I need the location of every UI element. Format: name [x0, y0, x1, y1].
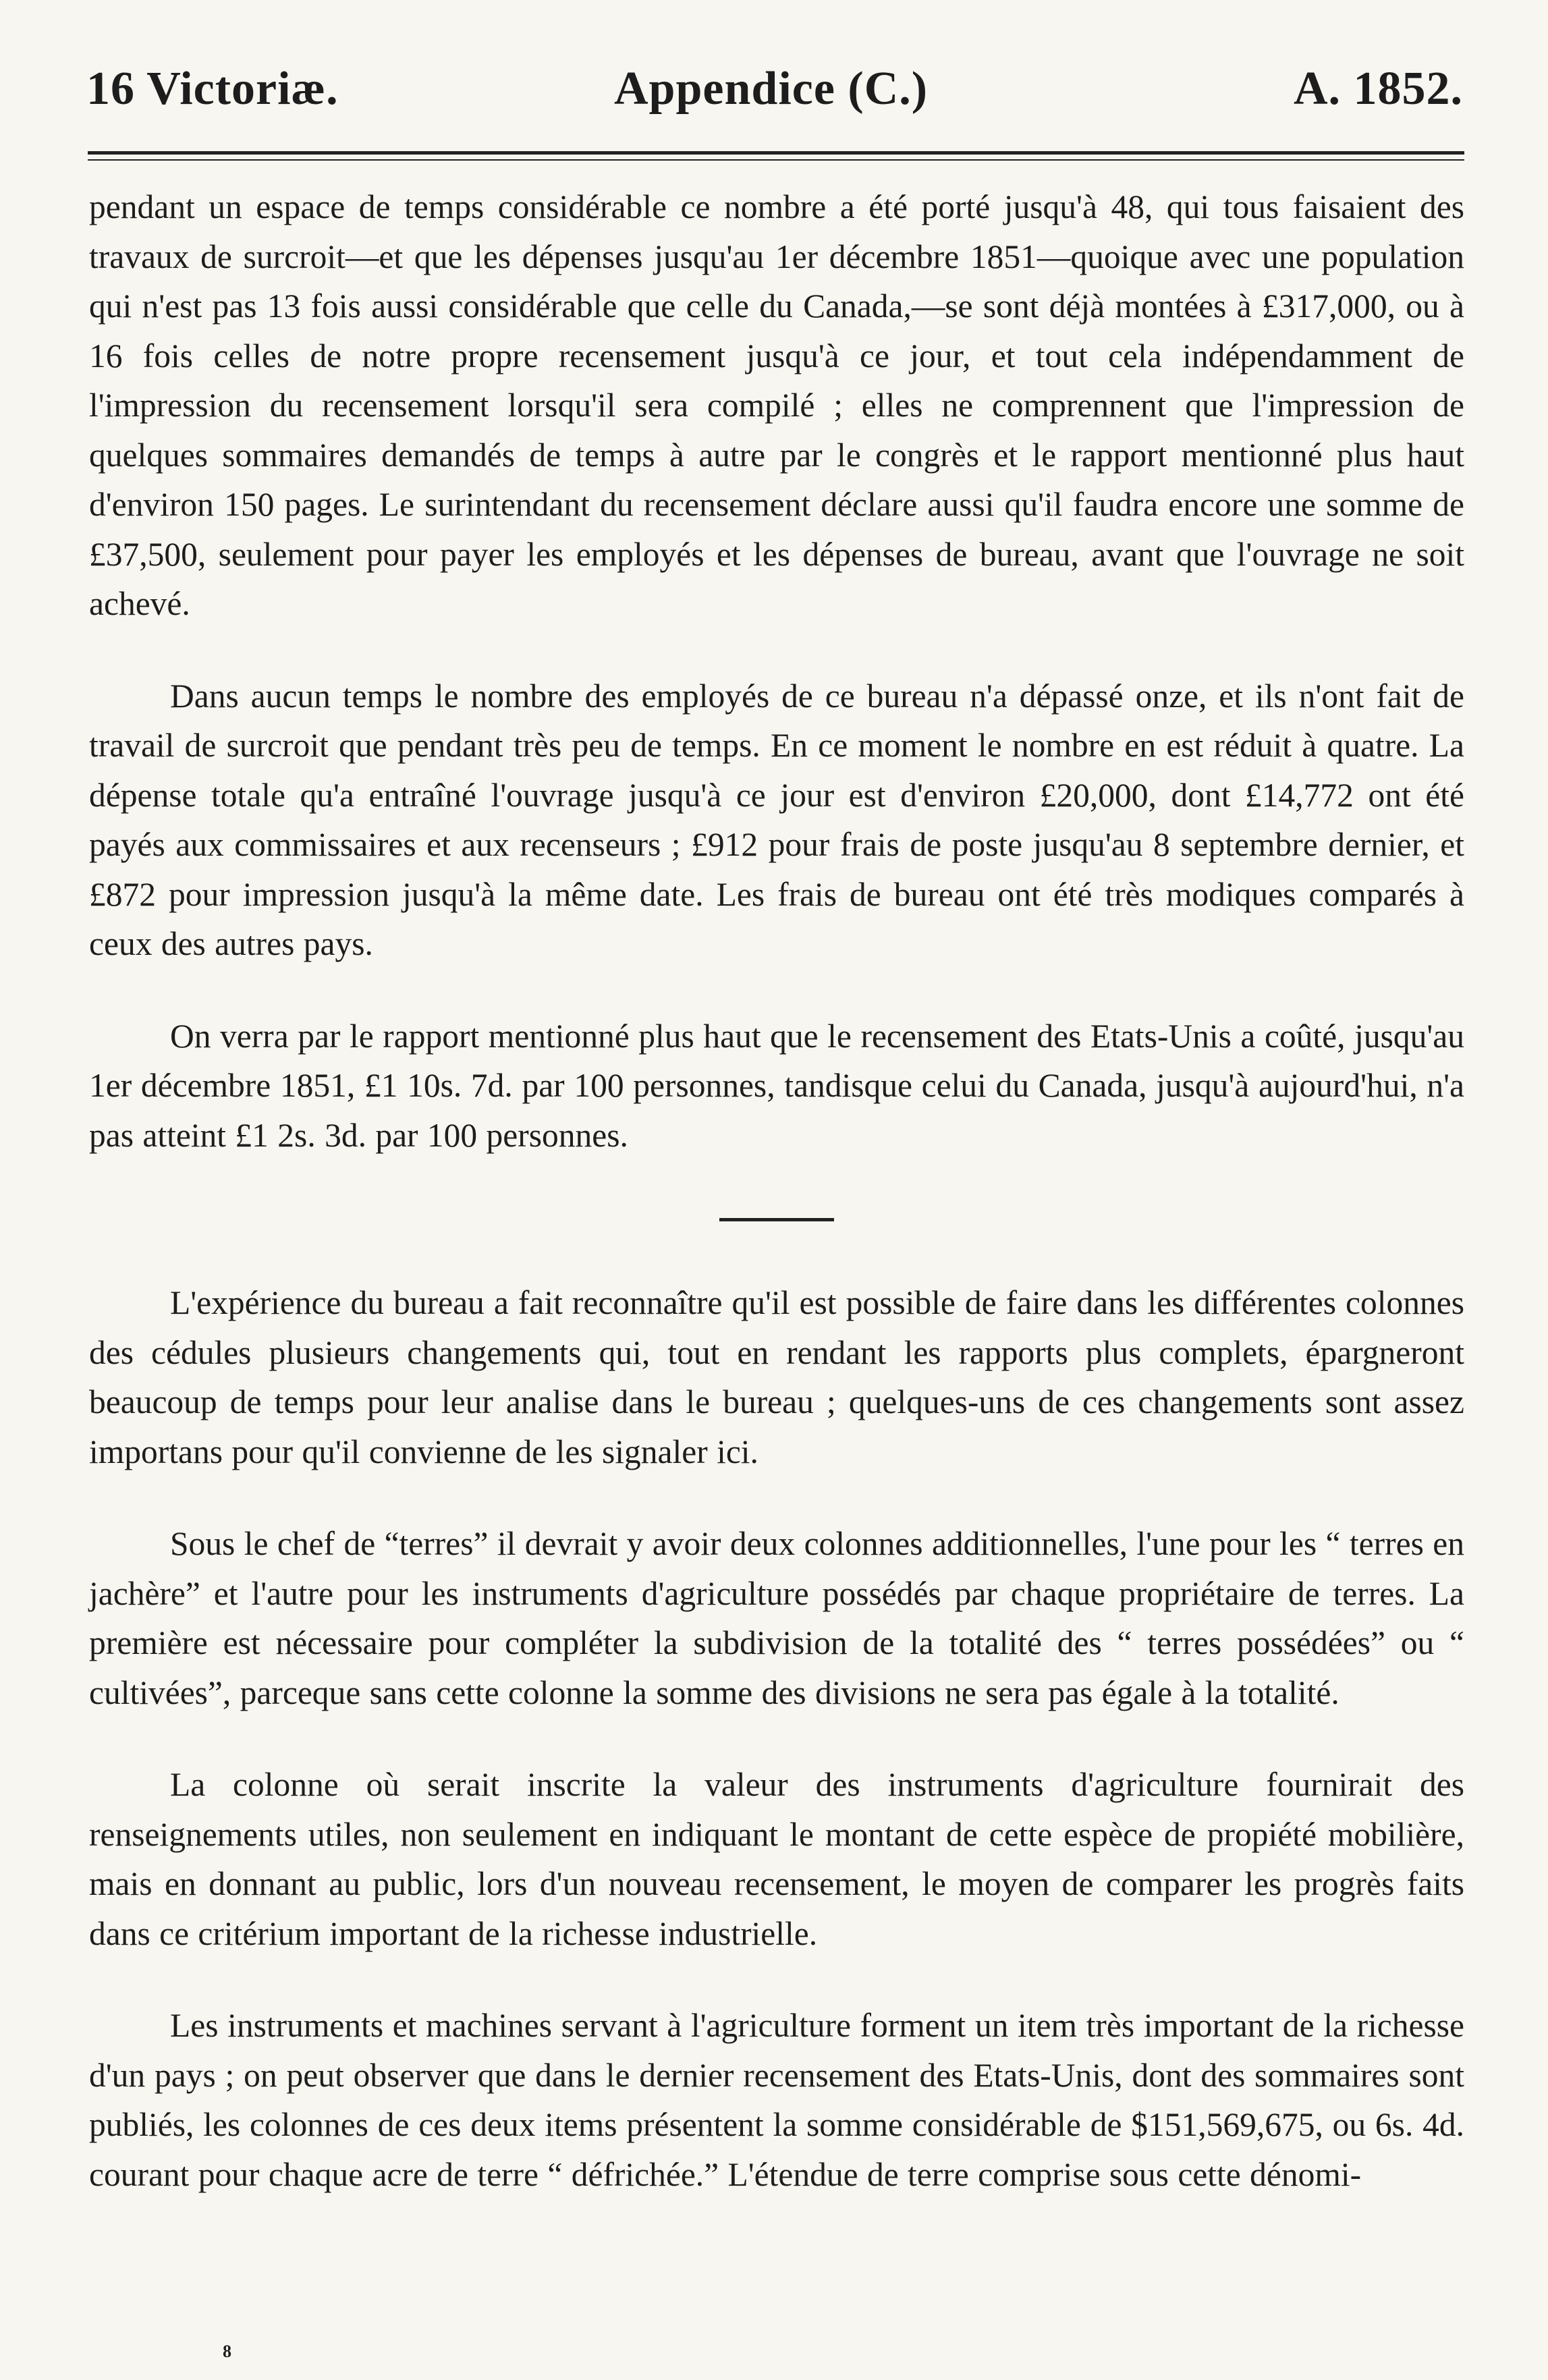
paragraph-1: pendant un espace de temps considérable ce nombre a été porté jusqu'à 48, qui tous faisaient des travaux de surcroit—et que les dépenses jusqu'au 1er décembre 1851—quoique avec une population qui n'est pas 13 fois aussi considérable que celle du Canada,—se sont déjà montées à £317,000, ou à 16 fois celles de notre propre recensement jusqu'à ce jour, et tout cela indépendamment de l'impression du recensement lorsqu'il sera compilé ; elles ne comprennent que l'impression de quelques sommaires demandés de temps à autre par le congrès et le rapport mentionné plus haut d'environ 150 pages. Le surintendant du recensement déclare aussi qu'il faudra encore une somme de £37,500, seulement pour payer les employés et les dépenses de bureau, avant que l'ouvrage ne soit achevé. — [89, 188, 1464, 622]
header-rule-thick — [88, 151, 1464, 155]
header-appendix: Appendice (C.) — [614, 63, 929, 115]
signature-mark: 8 — [223, 2342, 231, 2361]
running-header — [86, 62, 1463, 116]
header-rule-thin — [88, 159, 1464, 161]
paragraph-5: Sous le chef de “terres” il devrait y avoir deux colonnes additionnelles, l'une pour les “ terres en jachère” et l'autre pour les instruments d'agriculture possédés par chaque propriétaire de terres. La première est nécessaire pour compléter la subdivision de la totalité des “ terres possédées” ou “ cultivées”, parceque sans cette colonne la somme des divisions ne sera pas égale à la totalité. — [89, 1525, 1464, 1711]
body-text — [89, 182, 1464, 2199]
paragraph-4: L'expérience du bureau a fait reconnaître qu'il est possible de faire dans les différentes colonnes des cédules plusieurs changements qui, tout en rendant les rapports plus complets, épargneront beaucoup de temps pour leur analise dans le bureau ; quelques-uns de ces changements sont assez importans pour qu'il convienne de les signaler ici. — [89, 1284, 1464, 1470]
section-divider — [719, 1218, 834, 1221]
header-session: 16 Victoriæ. — [86, 63, 339, 115]
paragraph-6: La colonne où serait inscrite la valeur des instruments d'agriculture fournirait des renseignements utiles, non seulement en indiquant le montant de cette espèce de propiété mobilière, mais en donnant au public, lors d'un nouveau recensement, le moyen de comparer les progrès faits dans ce critérium important de la richesse industrielle. — [89, 1766, 1464, 1952]
paragraph-7: Les instruments et machines servant à l'agriculture forment un item très important de la richesse d'un pays ; on peut observer que dans le dernier recensement des Etats-Unis, dont des sommaires sont publiés, les colonnes de ces deux items présentent la somme considérable de $151,569,675, ou 6s. 4d. courant pour chaque acre de terre “ défrichée.” L'étendue de terre comprise sous cette dénomi- — [89, 2007, 1464, 2193]
paragraph-3: On verra par le rapport mentionné plus haut que le recensement des Etats-Unis a coûté, jusqu'au 1er décembre 1851, £1 10s. 7d. par 100 personnes, tandisque celui du Canada, jusqu'à aujourd'hui, n'a pas atteint £1 2s. 3d. par 100 personnes. — [89, 1017, 1464, 1154]
paragraph-2: Dans aucun temps le nombre des employés de ce bureau n'a dépassé onze, et ils n'ont fait de travail de surcroit que pendant très peu de temps. En ce moment le nombre en est réduit à quatre. La dépense totale qu'a entraîné l'ouvrage jusqu'à ce jour est d'environ £20,000, dont £14,772 ont été payés aux commissaires et aux recenseurs ; £912 pour frais de poste jusqu'au 8 septembre dernier, et £872 pour impression jusqu'à la même date. Les frais de bureau ont été très modiques comparés à ceux des autres pays. — [89, 677, 1464, 962]
header-year: A. 1852. — [1293, 63, 1463, 115]
